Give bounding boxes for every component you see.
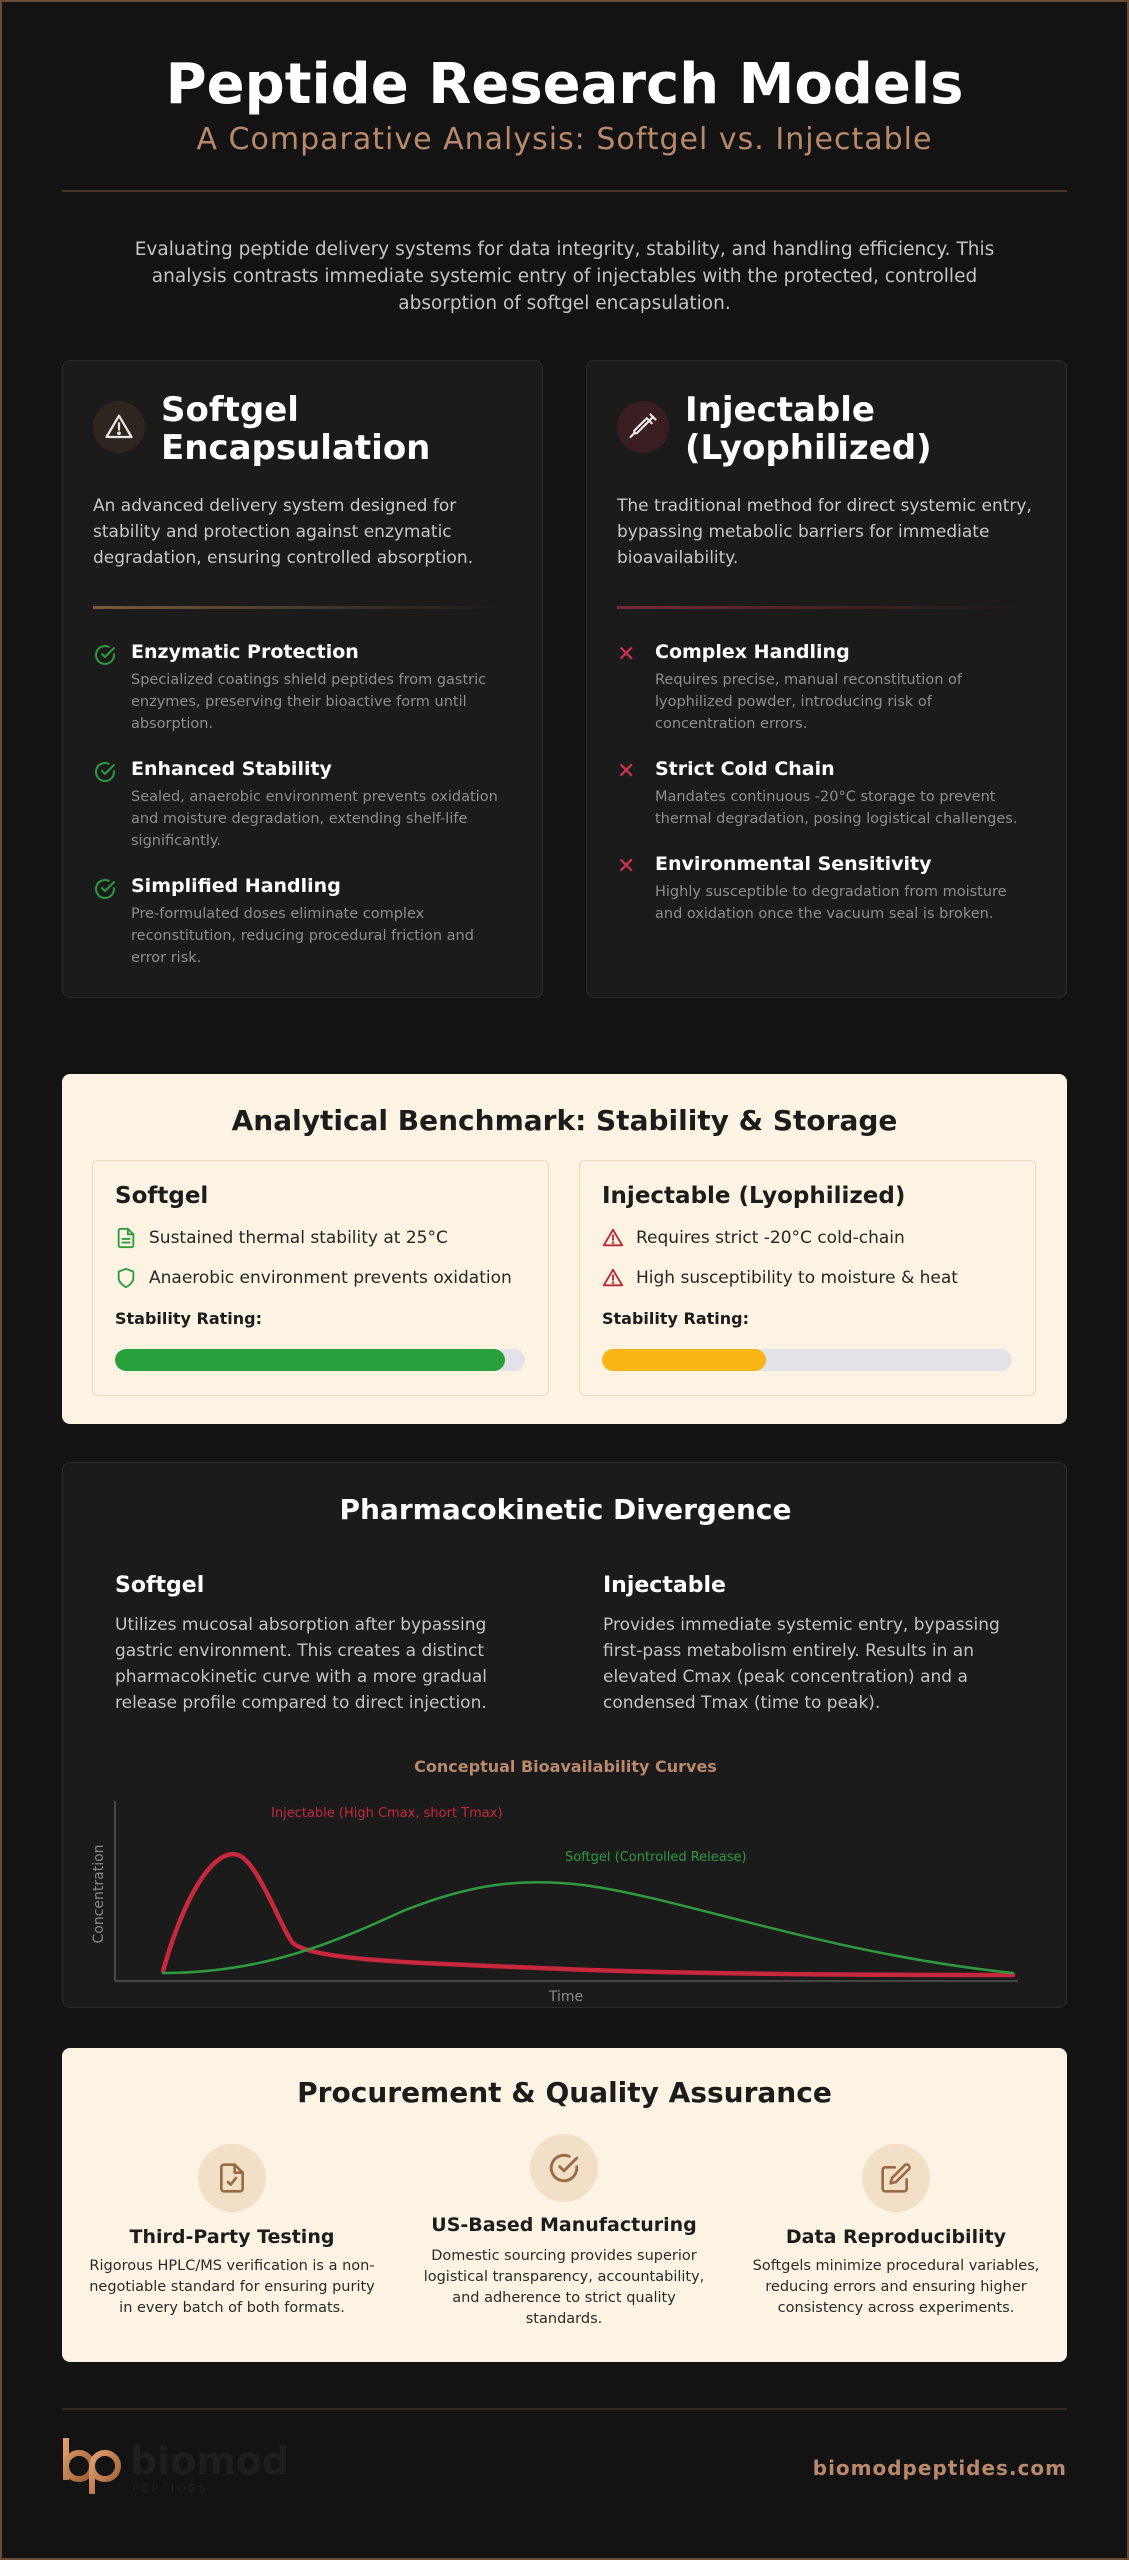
logo-subtext: PEPTIDES	[132, 2482, 209, 2495]
syringe-icon	[617, 401, 669, 453]
injectable-curve-label: Injectable (High Cmax, short Tmax)	[271, 1806, 503, 1821]
check-circle-icon	[93, 877, 117, 901]
benchmark-title: Analytical Benchmark: Stability & Storage	[231, 1104, 898, 1137]
intro-text: Evaluating peptide delivery systems for data integrity, stability, and handling efficiency. This analysis contrasts immediate systemic entry of injectables with the protected, controlled absorption of softgel encapsulation.	[134, 239, 995, 314]
injectable-card: Injectable (Lyophilized) The traditional method for direct systemic entry, bypassing metabolic barriers for immediate bioavailability. ✕ Complex Handling Requires precise, manual reconstitution of lyophilized powder, introducing risk of concentration errors. ✕ Strict Cold Chain Mandates continuous -20°C storage to prevent thermal degradation, posing logistical challenges. ✕ Environmental Sensitivity Highly susceptible to degradation from moisture and oxidation once the vacuum seal is broken.	[586, 360, 1067, 998]
procurement-section: Procurement & Quality Assurance Third-Party Testing Rigorous HPLC/MS verification is a non-negotiable standard for ensuring purity in every batch of both formats. US-Based Manufacturing Domestic sourcing provides superior logistical transparency, accountability, and adherence to strict quality standards. Data Reproducibility Softgels minimize procedural variables, reducing errors and ensuring higher consistency across experiments.	[62, 2048, 1067, 2362]
softgel-stability-fill	[115, 1349, 505, 1371]
benchmark-softgel-box: Softgel Sustained thermal stability at 25°C Anaerobic environment prevents oxidation Stability Rating:	[92, 1160, 549, 1396]
edit-icon	[862, 2144, 930, 2212]
check-circle-icon	[93, 643, 117, 667]
softgel-curve-label: Softgel (Controlled Release)	[565, 1850, 747, 1865]
footer-divider	[62, 2408, 1067, 2410]
check-circle-icon	[530, 2134, 598, 2202]
page-title: Peptide Research Models	[165, 52, 964, 117]
x-axis-label: Time	[548, 1989, 584, 2003]
benchmark-section	[62, 1074, 1067, 1424]
warning-icon	[602, 1227, 624, 1249]
website-link[interactable]: biomodpeptides.com	[812, 2456, 1067, 2480]
softgel-stability-bar	[115, 1349, 525, 1371]
x-icon: ✕	[617, 759, 636, 784]
shield-icon	[115, 1267, 137, 1289]
document-icon	[115, 1227, 137, 1249]
pk-softgel-column: Softgel Utilizes mucosal absorption after bypassing gastric environment. This creates a distinct pharmacokinetic curve with a more gradual release profile compared to direct injection.	[115, 1573, 488, 1713]
softgel-card: Softgel Encapsulation An advanced delivery system designed for stability and protection against enzymatic degradation, ensuring controlled absorption. Enzymatic Protection Specialized coatings shield peptides from gastric enzymes, preserving their bioactive form until absorption. Enhanced Stability Sealed, anaerobic environment prevents oxidation and moisture degradation, extending shelf-life significantly. Simplified Handling Pre-formulated doses eliminate complex reconstitution, reducing procedural friction and error risk.	[62, 360, 543, 998]
injectable-card-divider	[617, 606, 1027, 609]
softgel-curve	[163, 1882, 1013, 1973]
y-axis-label: Concentration	[91, 1844, 107, 1944]
injectable-card-description: The traditional method for direct systemic entry, bypassing metabolic barriers for immediate bioavailability.	[617, 496, 1032, 568]
injectable-card-title: Injectable (Lyophilized)	[685, 390, 932, 468]
procurement-title: Procurement & Quality Assurance	[297, 2076, 832, 2109]
injectable-stability-fill	[602, 1349, 766, 1371]
logo-wordmark: biomod	[130, 2439, 290, 2483]
softgel-card-description: An advanced delivery system designed for stability and protection against enzymatic degradation, ensuring controlled absorption.	[93, 496, 474, 568]
softgel-card-title: Softgel Encapsulation	[161, 390, 431, 468]
header-divider	[62, 190, 1067, 192]
bioavailability-chart	[63, 1793, 1068, 2003]
benchmark-injectable-box: Injectable (Lyophilized) Requires strict -20°C cold-chain High susceptibility to moisture & heat Stability Rating:	[579, 1160, 1036, 1396]
pk-title: Pharmacokinetic Divergence	[339, 1493, 792, 1526]
warning-icon	[602, 1267, 624, 1289]
page-subtitle: A Comparative Analysis: Softgel vs. Injectable	[196, 122, 933, 157]
warning-icon	[93, 401, 145, 453]
document-check-icon	[198, 2144, 266, 2212]
injectable-curve	[163, 1854, 1013, 1975]
check-circle-icon	[93, 760, 117, 784]
pk-injectable-column: Injectable Provides immediate systemic entry, bypassing first-pass metabolism entirely. Results in an elevated Cmax (peak concentration) and a condensed Tmax (time to peak).	[603, 1573, 1000, 1713]
x-icon: ✕	[617, 854, 636, 879]
softgel-card-divider	[93, 606, 503, 609]
pharmacokinetic-section	[62, 1462, 1067, 2008]
x-icon: ✕	[617, 642, 636, 667]
injectable-stability-bar	[602, 1349, 1012, 1371]
curve-title: Conceptual Bioavailability Curves	[414, 1757, 717, 1776]
biomod-logo	[62, 2436, 302, 2496]
